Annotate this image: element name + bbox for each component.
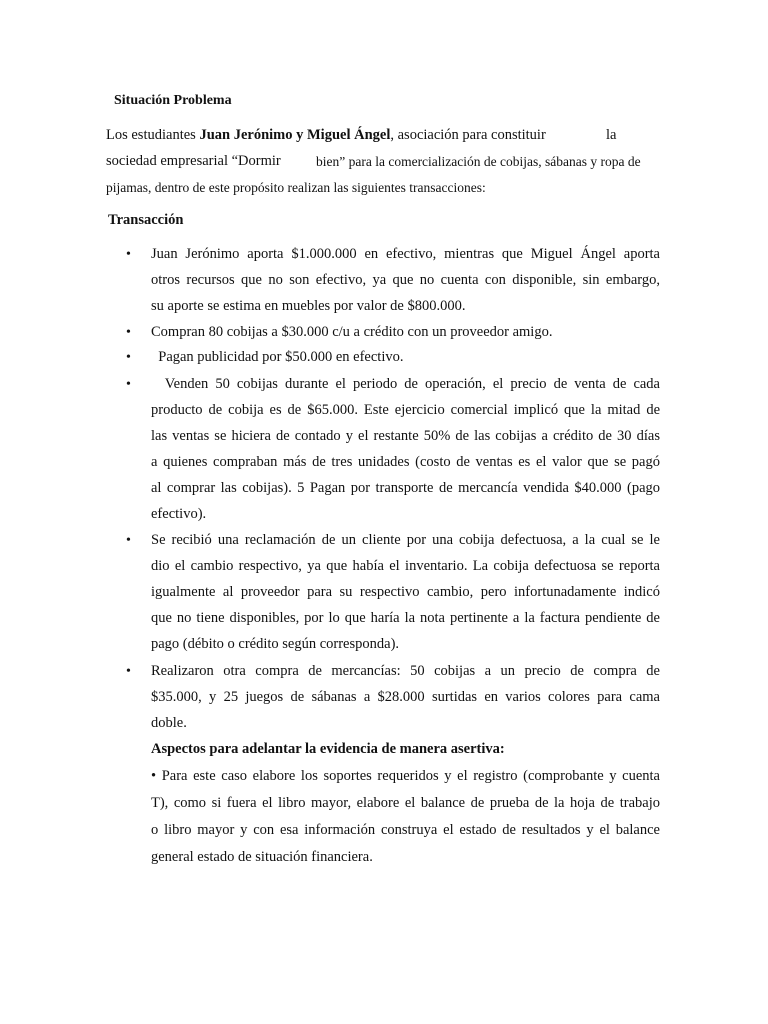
item-5-line-5: pago (débito o crédito según corresponda).: [151, 636, 400, 652]
item-4-line-6: efectivo).: [151, 506, 207, 522]
intro-text: , asociación para constituir: [390, 127, 546, 143]
item-4-line-4: a quienes compraban más de tres unidades (costo de ventas es el valor que se pagó: [151, 454, 660, 470]
item-3-line-1: Pagan publicidad por $50.000 en efectivo.: [151, 349, 404, 365]
intro-line-2-start: sociedad empresarial “Dormir: [106, 153, 281, 169]
item-5-line-3: igualmente al proveedor para su respectivo cambio, pero infortunadamente indicó: [151, 584, 660, 600]
item-4-line-5: al comprar las cobijas). 5 Pagan por transporte de mercancía vendida $40.000 (pago: [151, 480, 660, 496]
item-5-line-4: que no tiene disponibles, por lo que haría la nota pertinente a la factura pendiente de: [151, 610, 660, 626]
aspects-line-3: o libro mayor y con esa información construya el estado de resultados y el balance: [151, 822, 660, 838]
transactions-heading: Transacción: [108, 212, 184, 228]
intro-line-1-start: [106, 127, 546, 144]
item-1-line-2: otros recursos que no son efectivo, ya que no cuenta con disponible, sin embargo,: [151, 272, 660, 288]
bullet-glyph: •: [126, 247, 131, 262]
intro-line-2-end: bien” para la comercialización de cobijas, sábanas y ropa de: [316, 154, 641, 169]
item-5-line-1: Se recibió una reclamación de un cliente por una cobija defectuosa, a la cual se le: [151, 532, 660, 548]
item-4-line-2: producto de cobija es de $65.000. Este ejercicio comercial implicó que la mitad de: [151, 402, 660, 418]
bullet-glyph: •: [126, 350, 131, 365]
item-4-line-3: las ventas se hiciera de contado y el restante 50% de las cobijas a crédito de 30 días: [151, 428, 660, 444]
intro-line-1-end: la: [606, 127, 617, 143]
aspects-line-4: general estado de situación financiera.: [151, 849, 373, 865]
bullet-glyph: •: [126, 664, 131, 679]
item-5-line-2: dio el cambio respectivo, ya que había el inventario. La cobija defectuosa se reporta: [151, 558, 660, 574]
item-4-line-1: Venden 50 cobijas durante el periodo de operación, el precio de venta de cada: [151, 376, 660, 392]
aspects-heading: Aspectos para adelantar la evidencia de manera asertiva:: [151, 741, 505, 757]
page-title: Situación Problema: [114, 93, 232, 108]
bullet-glyph: •: [126, 325, 131, 340]
item-1-line-1: Juan Jerónimo aporta $1.000.000 en efectivo, mientras que Miguel Ángel aporta: [151, 246, 660, 262]
intro-line-3: pijamas, dentro de este propósito realizan las siguientes transacciones:: [106, 180, 486, 195]
aspects-line-1: • Para este caso elabore los soportes requeridos y el registro (comprobante y cuenta: [151, 768, 660, 784]
intro-text: Los estudiantes: [106, 127, 200, 143]
aspects-line-2: T), como si fuera el libro mayor, elabore el balance de prueba de la hoja de trabajo: [151, 795, 660, 811]
student-names: Juan Jerónimo y Miguel Ángel: [199, 127, 391, 143]
item-2-line-1: Compran 80 cobijas a $30.000 c/u a crédito con un proveedor amigo.: [151, 324, 553, 340]
item-6-line-2: $35.000, y 25 juegos de sábanas a $28.000 surtidas en varios colores para cama: [151, 689, 660, 705]
bullet-glyph: •: [126, 377, 131, 392]
item-6-line-1: Realizaron otra compra de mercancías: 50 cobijas a un precio de compra de: [151, 663, 660, 679]
item-6-line-3: doble.: [151, 715, 187, 731]
item-1-line-3: su aporte se estima en muebles por valor de $800.000.: [151, 298, 466, 314]
bullet-glyph: •: [126, 533, 131, 548]
